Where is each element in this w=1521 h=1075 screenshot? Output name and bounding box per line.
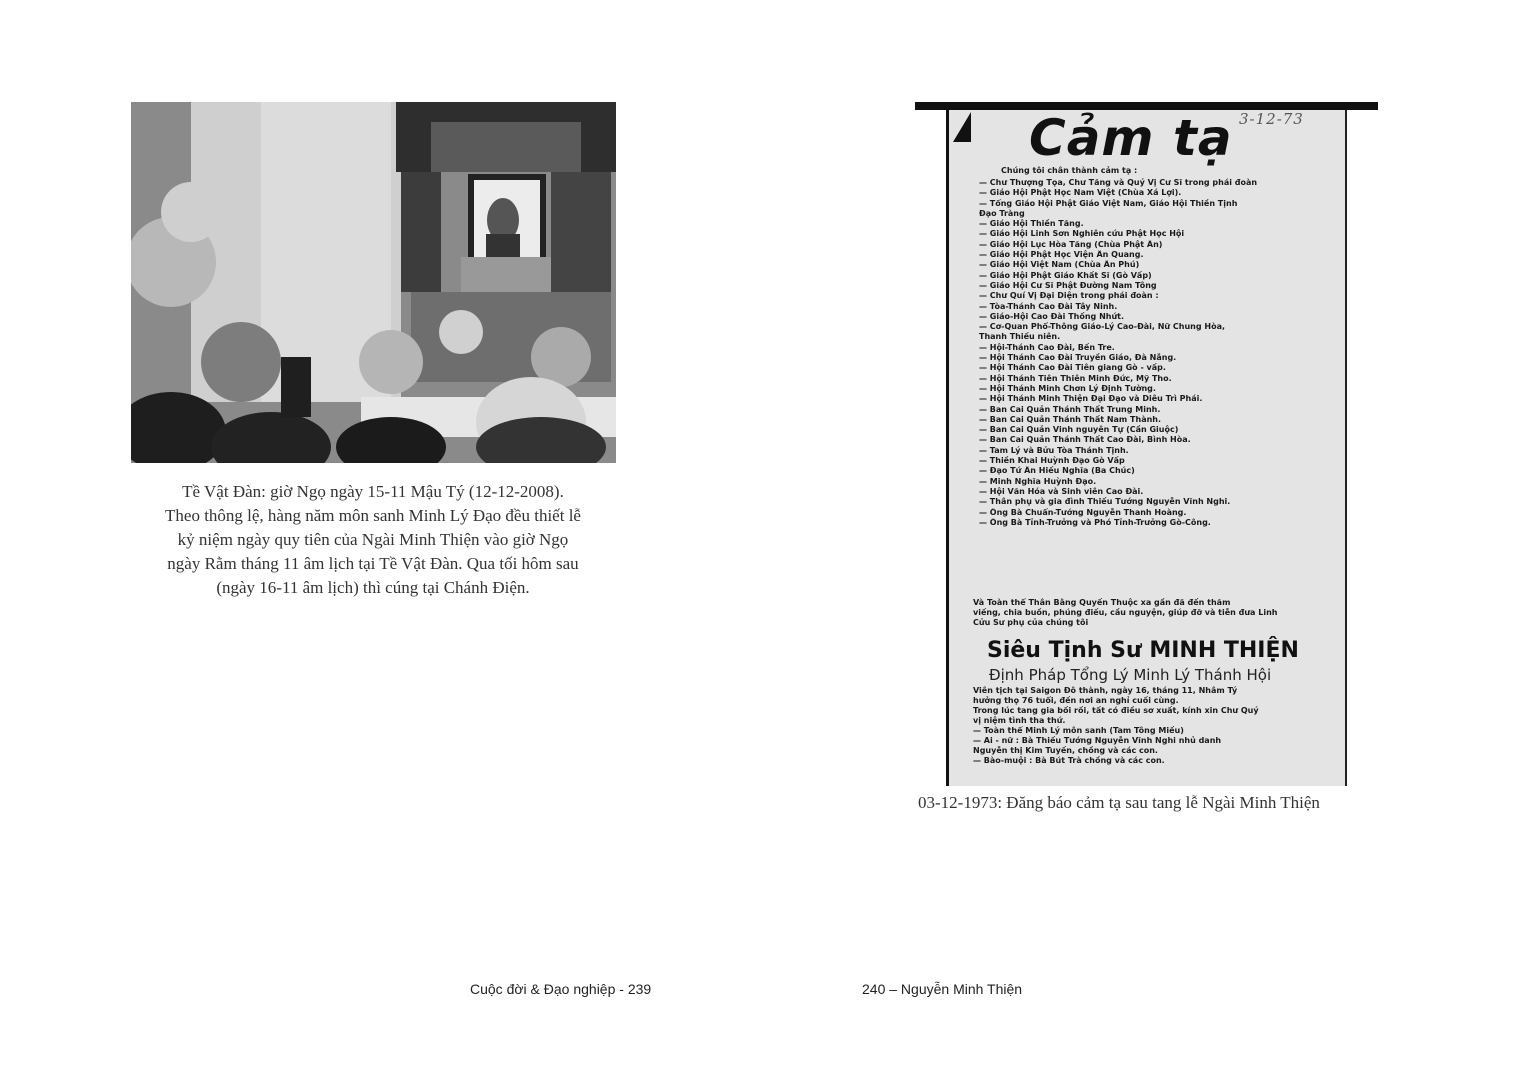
clipping-list-item: Đạo Tràng [979, 208, 1025, 218]
clipping-list-item: — Thiền Khai Huỳnh Đạo Gò Vấp [979, 456, 1125, 466]
caption-line: (ngày 16-11 âm lịch) thì cúng tại Chánh Điện. [216, 578, 530, 597]
clipping-closing [973, 598, 1323, 628]
clipping-list-item: — Hội Thánh Cao Đài Tiên giang Gò - vấp. [979, 363, 1166, 373]
clipping-body-line: Trong lúc tang gia bối rối, tất có điều sơ xuất, kính xin Chư Quý [973, 706, 1259, 715]
clipping-list-item: — Đạo Tứ Ân Hiếu Nghĩa (Ba Chúc) [979, 466, 1135, 476]
clipping-list-item: — Giáo Hội Phật Học Viện Ấn Quang. [979, 250, 1144, 260]
clipping-body-line: Nguyễn thị Kim Tuyến, chồng và các con. [973, 746, 1158, 755]
clipping-list-item: — Tòa-Thánh Cao Đài Tây Ninh. [979, 301, 1118, 311]
clipping-list-item: — Chư Thượng Tọa, Chư Tăng và Quý Vị Cư Sĩ trong phái đoàn [979, 178, 1258, 187]
clipping-list-item: — Ban Cai Quản Thánh Thất Cao Đài, Bình Hòa. [979, 435, 1191, 445]
clipping-list-item: — Giáo Hội Phật Học Nam Việt (Chùa Xá Lợi). [979, 188, 1182, 198]
clipping-title: Cảm tạ [1029, 110, 1233, 167]
clipping-top-bar [915, 102, 1378, 110]
clipping-closing-line: viếng, chia buồn, phúng điếu, cầu nguyện, giúp đỡ và tiễn đưa Linh [973, 608, 1278, 617]
clipping-list-item: — Chư Quí Vị Đại Diện trong phái đoàn : [979, 291, 1159, 301]
caption-line: ngày Rằm tháng 11 âm lịch tại Tề Vật Đàn. Qua tối hôm sau [167, 554, 579, 573]
clipping-list-item: — Giáo Hội Lục Hòa Tăng (Chùa Phật Ấn) [979, 239, 1163, 249]
clipping-list-item: — Hội Văn Hóa và Sinh viên Cao Đài. [979, 486, 1144, 496]
clipping-body-line: — Bào-muội : Bà Bút Trà chồng và các con. [973, 756, 1165, 765]
clipping-list-item: — Tam Lý và Bửu Tòa Thánh Tịnh. [979, 445, 1129, 455]
clipping-list-item: — Giáo Hội Cư Sĩ Phật Đường Nam Tông [979, 280, 1157, 290]
clipping-list-item: — Giáo-Hội Cao Đài Thống Nhứt. [979, 311, 1125, 321]
photo-caption [120, 480, 626, 600]
clipping-list-item: — Ban Cai Quản Vinh nguyên Tự (Cần Giuộc) [979, 425, 1179, 435]
caption-line: kỷ niệm ngày quy tiên của Ngài Minh Thiện vào giờ Ngọ [177, 530, 569, 549]
clipping-list-item: — Giáo Hội Phật Giáo Khất Sĩ (Gò Vấp) [979, 270, 1152, 280]
clipping-closing-line: Cửu Sư phụ của chúng tôi [973, 618, 1089, 627]
altar-photo [131, 102, 616, 463]
clipping-list-item: — Hội-Thánh Cao Đài, Bến Tre. [979, 342, 1115, 352]
page-footer-right: 240 – Nguyễn Minh Thiện [862, 981, 1023, 997]
clipping-corner-mark [953, 112, 971, 142]
clipping-list-item: — Giáo Hội Linh Sơn Nghiên cứu Phật Học Hội [979, 229, 1185, 239]
clipping-body-line: — Toàn thể Minh Lý môn sanh (Tam Tông Miếu) [973, 726, 1184, 735]
clipping-list-item: — Thân phụ và gia đình Thiếu Tướng Nguyễn Vĩnh Nghi. [979, 497, 1231, 507]
clipping-list-item: — Tổng Giáo Hội Phật Giáo Việt Nam, Giáo Hội Thiền Tịnh [979, 198, 1238, 208]
clipping-body-line: hưởng thọ 76 tuổi, đến nơi an nghỉ cuối cùng. [973, 696, 1179, 705]
clipping-body [973, 686, 1333, 766]
clipping-list-item: — Ban Cai Quản Thánh Thất Nam Thành. [979, 414, 1162, 424]
clipping-list-item: — Ông Bà Tỉnh-Trưởng và Phó Tỉnh-Trưởng Gò-Công. [979, 517, 1211, 527]
clipping-body-line: vị niệm tình tha thứ. [973, 716, 1066, 725]
page-footer-left: Cuộc đời & Đạo nghiệp - 239 [470, 981, 652, 997]
clipping-list-item: — Giáo Hội Việt Nam (Chùa Ấn Phú) [979, 260, 1140, 270]
clipping-closing-line: Và Toàn thể Thân Bằng Quyến Thuộc xa gần đã đến thăm [973, 598, 1231, 607]
clipping-handwritten-date: 3-12-73 [1239, 110, 1304, 128]
caption-line: Theo thông lệ, hàng năm môn sanh Minh Lý Đạo đều thiết lễ [165, 506, 581, 525]
clipping-deceased-name: Siêu Tịnh Sư MINH THIỆN [987, 638, 1299, 663]
clipping-list-item: — Hội Thánh Tiên Thiên Minh Đức, Mỹ Tho. [979, 373, 1172, 383]
clipping-intro: Chúng tôi chân thành cảm tạ : [1001, 166, 1138, 175]
clipping-list-item: — Minh Nghĩa Huỳnh Đạo. [979, 476, 1097, 486]
clipping-list-item: Thanh Thiếu niên. [979, 332, 1061, 342]
clipping-list-item: — Cơ-Quan Phổ-Thông Giáo-Lý Cao-Đài, Nữ Chung Hòa, [979, 322, 1226, 332]
clipping-list-item: — Ông Bà Chuẩn-Tướng Nguyễn Thanh Hoàng. [979, 507, 1187, 517]
clipping-list-item: — Hội Thánh Cao Đài Truyền Giáo, Đà Nẵng. [979, 353, 1177, 363]
clipping-list-item: — Hội Thánh Minh Chơn Lý Định Tường. [979, 383, 1156, 393]
clipping-organization: Định Pháp Tổng Lý Minh Lý Thánh Hội [989, 666, 1272, 684]
caption-line: Tề Vật Đàn: giờ Ngọ ngày 15-11 Mậu Tý (12-12-2008). [182, 482, 564, 501]
clipping-caption: 03-12-1973: Đăng báo cảm tạ sau tang lễ Ngài Minh Thiện [918, 793, 1320, 812]
clipping-list-item: — Giáo Hội Thiền Tăng. [979, 219, 1084, 229]
clipping-body-line: — Ai - nữ : Bà Thiếu Tướng Nguyễn Vĩnh Nghi nhủ danh [973, 736, 1222, 745]
clipping-thanks-list [979, 178, 1339, 528]
clipping-list-item: — Ban Cai Quản Thánh Thất Trung Minh. [979, 404, 1161, 414]
clipping-list-item: — Hội Thánh Minh Thiện Đại Đạo và Diêu Trì Phái. [979, 394, 1203, 404]
newspaper-clipping [946, 110, 1347, 786]
clipping-body-line: Viên tịch tại Saigon Đô thành, ngày 16, tháng 11, Nhâm Tý [973, 686, 1238, 695]
